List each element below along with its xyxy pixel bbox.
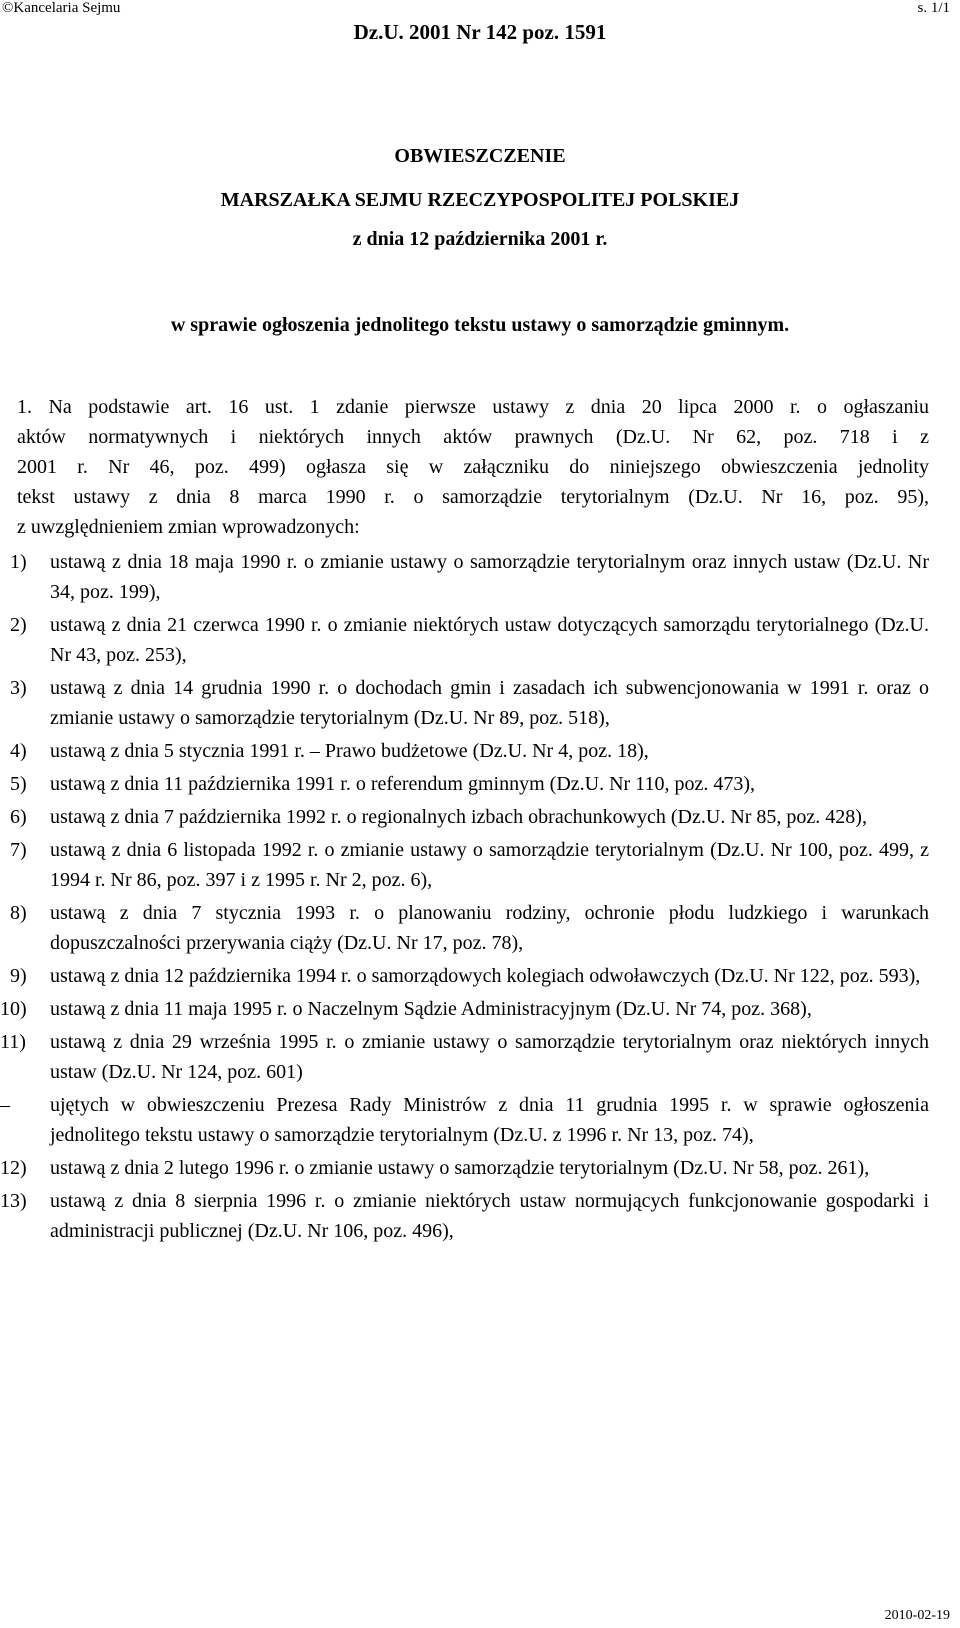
- intro-line: aktów normatywnych i niektórych innych aktów prawnych (Dz.U. Nr 62, poz. 718 i z: [17, 426, 929, 448]
- list-item-text: ustawą z dnia 11 października 1991 r. o referendum gminnym (Dz.U. Nr 110, poz. 473),: [50, 773, 755, 795]
- list-item-text: ustawą z dnia 2 lutego 1996 r. o zmianie ustawy o samorządzie terytorialnym (Dz.U. Nr 58, poz. 261),: [50, 1157, 870, 1179]
- list-item-text: ustawą z dnia 18 maja 1990 r. o zmianie ustawy o samorządzie terytorialnym oraz innych ustaw (Dz.U. Nr 34, poz. 199),: [50, 551, 929, 603]
- list-item-text: ustawą z dnia 5 stycznia 1991 r. – Prawo budżetowe (Dz.U. Nr 4, poz. 18),: [50, 740, 649, 762]
- intro-paragraph: [17, 392, 929, 542]
- list-item-number: 8): [10, 902, 27, 924]
- copyright-header: ©Kancelaria Sejmu: [2, 0, 121, 16]
- list-item-text: ustawą z dnia 8 sierpnia 1996 r. o zmianie niektórych ustaw normujących funkcjonowanie gospodarki i administracji publicznej (Dz.U. Nr 106, poz. 496),: [50, 1190, 929, 1242]
- list-item: [0, 835, 929, 895]
- list-item-dash: [0, 1090, 929, 1150]
- list-item-number: 12): [0, 1157, 27, 1179]
- list-item-number: 7): [10, 839, 27, 861]
- list-item-text: ustawą z dnia 29 września 1995 r. o zmianie ustawy o samorządzie terytorialnym oraz niektórych innych ustaw (Dz.U. Nr 124, poz. 601): [50, 1031, 929, 1083]
- list-item-number: 5): [10, 773, 27, 795]
- title-issuer: MARSZAŁKA SEJMU RZECZYPOSPOLITEJ POLSKIEJ: [220, 189, 740, 211]
- list-item-number: 1): [10, 551, 27, 573]
- list-item: [0, 769, 929, 799]
- list-item: [0, 547, 929, 607]
- footer-date: 2010-02-19: [884, 1608, 950, 1623]
- page-number: s. 1/1: [917, 0, 950, 16]
- list-item: [0, 1153, 929, 1183]
- list-item-number: 6): [10, 806, 27, 828]
- list-item-number: 4): [10, 740, 27, 762]
- list-item-text: ustawą z dnia 14 grudnia 1990 r. o dochodach gmin i zasadach ich subwencjonowania w 1991 r. oraz o zmianie ustawy o samorządzie terytorialnym (Dz.U. Nr 89, poz. 518),: [50, 677, 929, 729]
- intro-line: tekst ustawy z dnia 8 marca 1990 r. o samorządzie terytorialnym (Dz.U. Nr 16, poz. 95),: [17, 486, 929, 508]
- amendment-list: [0, 547, 929, 1246]
- list-item: [0, 898, 929, 958]
- title-obwieszczenie: OBWIESZCZENIE: [394, 145, 566, 167]
- list-item-text: ustawą z dnia 7 stycznia 1993 r. o planowaniu rodziny, ochronie płodu ludzkiego i warunkach dopuszczalności przerywania ciąży (Dz.U. Nr 17, poz. 78),: [50, 902, 929, 954]
- document-reference: Dz.U. 2001 Nr 142 poz. 1591: [353, 20, 607, 44]
- intro-line: 2001 r. Nr 46, poz. 499) ogłasza się w załączniku do niniejszego obwieszczenia jednolity: [17, 456, 929, 478]
- title-date: z dnia 12 października 2001 r.: [352, 228, 608, 250]
- list-item: [0, 1186, 929, 1246]
- list-item-text: ustawą z dnia 6 listopada 1992 r. o zmianie ustawy o samorządzie terytorialnym (Dz.U. Nr 100, poz. 499, z 1994 r. Nr 86, poz. 397 i z 1995 r. Nr 2, poz. 6),: [50, 839, 929, 891]
- list-item-text: ustawą z dnia 21 czerwca 1990 r. o zmianie niektórych ustaw dotyczących samorządu terytorialnego (Dz.U. Nr 43, poz. 253),: [50, 614, 929, 666]
- intro-line: z uwzględnieniem zmian wprowadzonych:: [17, 516, 360, 538]
- document-body: [0, 392, 929, 1249]
- list-item-number: 11): [0, 1031, 26, 1053]
- list-item-number: 9): [10, 965, 27, 987]
- list-item-number: 3): [10, 677, 27, 699]
- list-item: [0, 673, 929, 733]
- list-item-number: 2): [10, 614, 27, 636]
- list-item-text: ustawą z dnia 11 maja 1995 r. o Naczelnym Sądzie Administracyjnym (Dz.U. Nr 74, poz. 368),: [50, 998, 812, 1020]
- intro-line: 1. Na podstawie art. 16 ust. 1 zdanie pierwsze ustawy z dnia 20 lipca 2000 r. o ogłaszaniu: [17, 396, 929, 418]
- list-item-number: 10): [0, 998, 27, 1020]
- list-item-dash-marker: –: [0, 1094, 10, 1116]
- list-item: [0, 994, 929, 1024]
- list-item-number: 13): [0, 1190, 27, 1212]
- list-item: [0, 610, 929, 670]
- list-item: [0, 1027, 929, 1087]
- list-item: [0, 961, 929, 991]
- list-item: [0, 736, 929, 766]
- list-item-text: ustawą z dnia 7 października 1992 r. o regionalnych izbach obrachunkowych (Dz.U. Nr 85, poz. 428),: [50, 806, 867, 828]
- list-item: [0, 802, 929, 832]
- list-item-text: ujętych w obwieszczeniu Prezesa Rady Ministrów z dnia 11 grudnia 1995 r. w sprawie ogłoszenia jednolitego tekstu ustawy o samorządzie terytorialnym (Dz.U. z 1996 r. Nr 13, poz. 74),: [50, 1094, 929, 1146]
- title-subject: w sprawie ogłoszenia jednolitego tekstu ustawy o samorządzie gminnym.: [170, 314, 790, 336]
- list-item-text: ustawą z dnia 12 października 1994 r. o samorządowych kolegiach odwoławczych (Dz.U. Nr 122, poz. 593),: [50, 965, 921, 987]
